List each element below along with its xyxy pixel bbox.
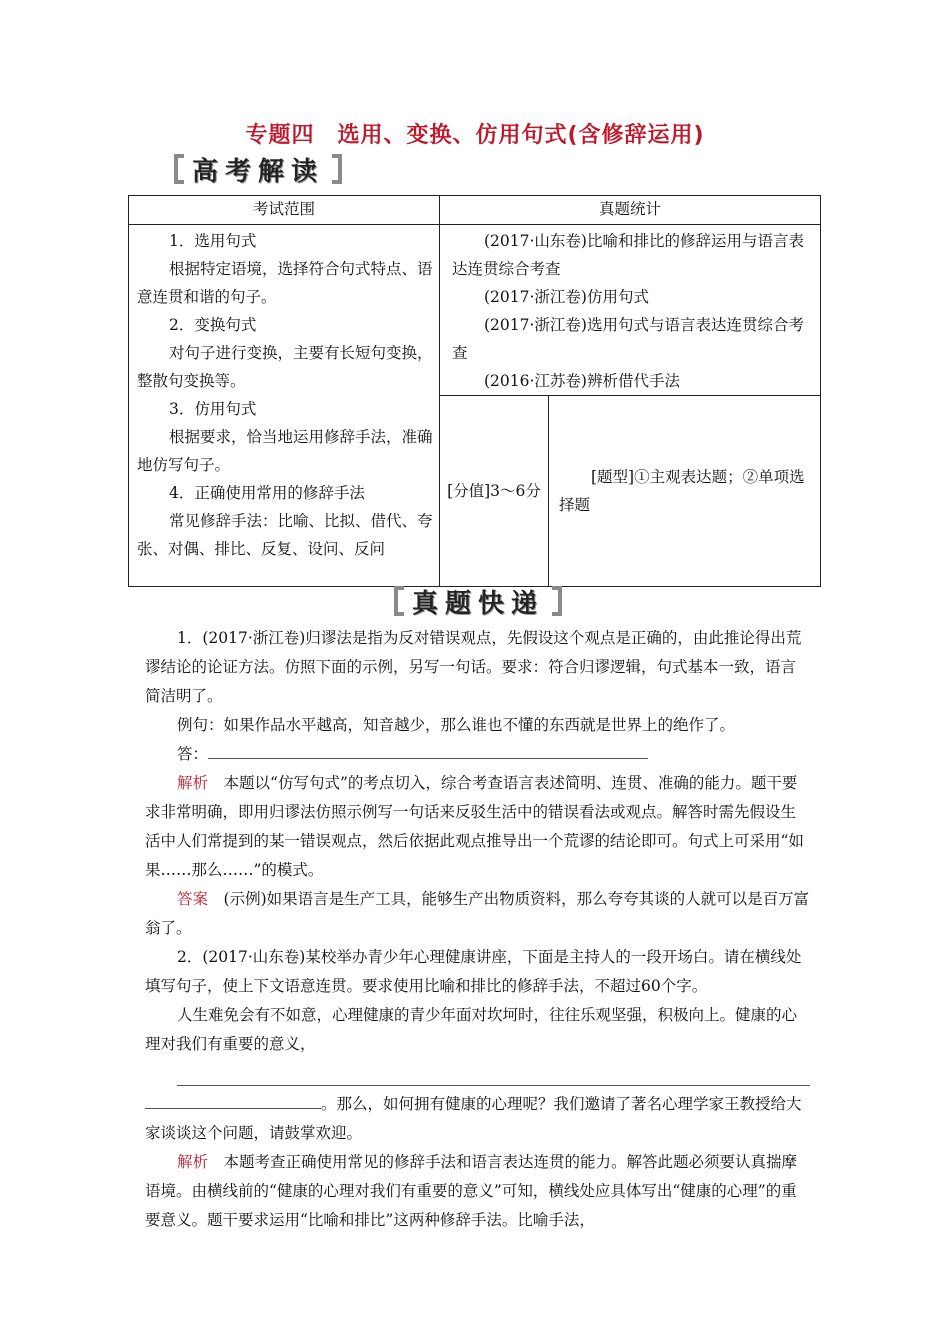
analysis-label: 解析 bbox=[177, 774, 209, 792]
bracket-right-icon bbox=[330, 154, 346, 184]
fill-blank-tail[interactable] bbox=[145, 1090, 321, 1109]
scope-item: 3．仿用句式 bbox=[169, 400, 257, 418]
stat-item: (2016·江苏卷)辨析借代手法 bbox=[484, 372, 680, 390]
analysis-paragraph bbox=[145, 1148, 810, 1235]
answer-blank[interactable] bbox=[208, 740, 648, 759]
analysis-text: 本题以“仿写句式”的考点切入，综合考查语言表述简明、连贯、准确的能力。题干要求非常明确，即用归谬法仿照示例写一句话来反驳生活中的错误看法或观点。解答时需先假设生活中人们常提到的某一错误观点，然后依据此观点推导出一个荒谬的结论即可。句式上可采用“如果……那么……”的模式。 bbox=[145, 774, 804, 879]
scope-item: 4．正确使用常用的修辞手法 bbox=[169, 484, 365, 502]
analysis-paragraph bbox=[145, 769, 810, 885]
scope-item: 根据特定语境，选择符合句式特点、语意连贯和谐的句子。 bbox=[137, 260, 433, 306]
scope-item: 常见修辞手法：比喻、比拟、借代、夸张、对偶、排比、反复、设问、反问 bbox=[137, 512, 433, 558]
section-banner-zhenti bbox=[390, 582, 566, 620]
passage-end-text: 。那么，如何拥有健康的心理呢？我们邀请了著名心理学家王教授给大家谈谈这个问题，请鼓掌欢迎。 bbox=[145, 1095, 802, 1142]
question-type-cell bbox=[549, 396, 821, 587]
passage-text: 人生难免会有不如意，心理健康的青少年面对坎坷时，往往乐观坚强，积极向上。健康的心理对我们有重要的意义， bbox=[145, 1006, 798, 1053]
banner-label: 真题快递 bbox=[412, 588, 545, 619]
key-paragraph bbox=[145, 885, 810, 943]
example-sentence: 例句：如果作品水平越高，知音越少，那么谁也不懂的东西就是世界上的绝作了。 bbox=[177, 716, 736, 734]
scope-cell bbox=[129, 225, 440, 587]
scope-item: 1．选用句式 bbox=[169, 232, 257, 250]
banner-label: 高考解读 bbox=[192, 156, 325, 187]
exam-info-table bbox=[128, 195, 821, 587]
question-stem: 2．(2017·山东卷)某校举办青少年心理健康讲座，下面是主持人的一段开场白。请在横线处填写句子，使上下文语意连贯。要求使用比喻和排比的修辞手法，不超过60个字。 bbox=[145, 948, 802, 995]
bracket-left-icon bbox=[390, 586, 406, 616]
answer-line bbox=[145, 740, 810, 769]
bracket-right-icon bbox=[550, 586, 566, 616]
analysis-label: 解析 bbox=[177, 1153, 209, 1171]
bracket-left-icon bbox=[170, 154, 186, 184]
analysis-text: 本题考查正确使用常见的修辞手法和语言表达连贯的能力。解答此题必须要认真揣摩语境。由横线前的“健康的心理对我们有重要的意义”可知，横线处应具体写出“健康的心理”的重要意义。题干要求运用“比喻和排比”这两种修辞手法。比喻手法， bbox=[145, 1153, 798, 1229]
answer-label: 答： bbox=[177, 745, 209, 763]
question-type-text: [题型]①主观表达题；②单项选择题 bbox=[559, 468, 805, 514]
stat-item: (2017·山东卷)比喻和排比的修辞运用与语言表达连贯综合考查 bbox=[452, 232, 804, 278]
page-title: 专题四 选用、变换、仿用句式(含修辞运用) bbox=[245, 123, 705, 148]
fill-blank-line[interactable] bbox=[177, 1059, 810, 1086]
key-text: (示例)如果语言是生产工具，能够生产出物质资料，那么夸夸其谈的人就可以是百万富翁了。 bbox=[145, 890, 810, 937]
table-header-scope: 考试范围 bbox=[129, 196, 440, 225]
table-header-stats: 真题统计 bbox=[440, 196, 821, 225]
stats-cell bbox=[440, 225, 821, 396]
key-label: 答案 bbox=[177, 890, 209, 908]
stat-item: (2017·浙江卷)仿用句式 bbox=[484, 288, 649, 306]
passage-continuation bbox=[145, 1090, 810, 1148]
question-1 bbox=[145, 624, 810, 1235]
score-cell: [分值]3～6分 bbox=[440, 396, 549, 587]
section-banner-gaokao bbox=[170, 150, 346, 188]
scope-item: 根据要求，恰当地运用修辞手法，准确地仿写句子。 bbox=[137, 428, 433, 474]
scope-item: 2．变换句式 bbox=[169, 316, 257, 334]
scope-item: 对句子进行变换，主要有长短句变换，整散句变换等。 bbox=[137, 344, 433, 390]
question-stem: 1．(2017·浙江卷)归谬法是指为反对错误观点，先假设这个观点是正确的，由此推论得出荒谬结论的论证方法。仿照下面的示例，另写一句话。要求：符合归谬逻辑，句式基本一致，语言简洁明了。 bbox=[145, 629, 802, 705]
stat-item: (2017·浙江卷)选用句式与语言表达连贯综合考查 bbox=[452, 316, 804, 362]
